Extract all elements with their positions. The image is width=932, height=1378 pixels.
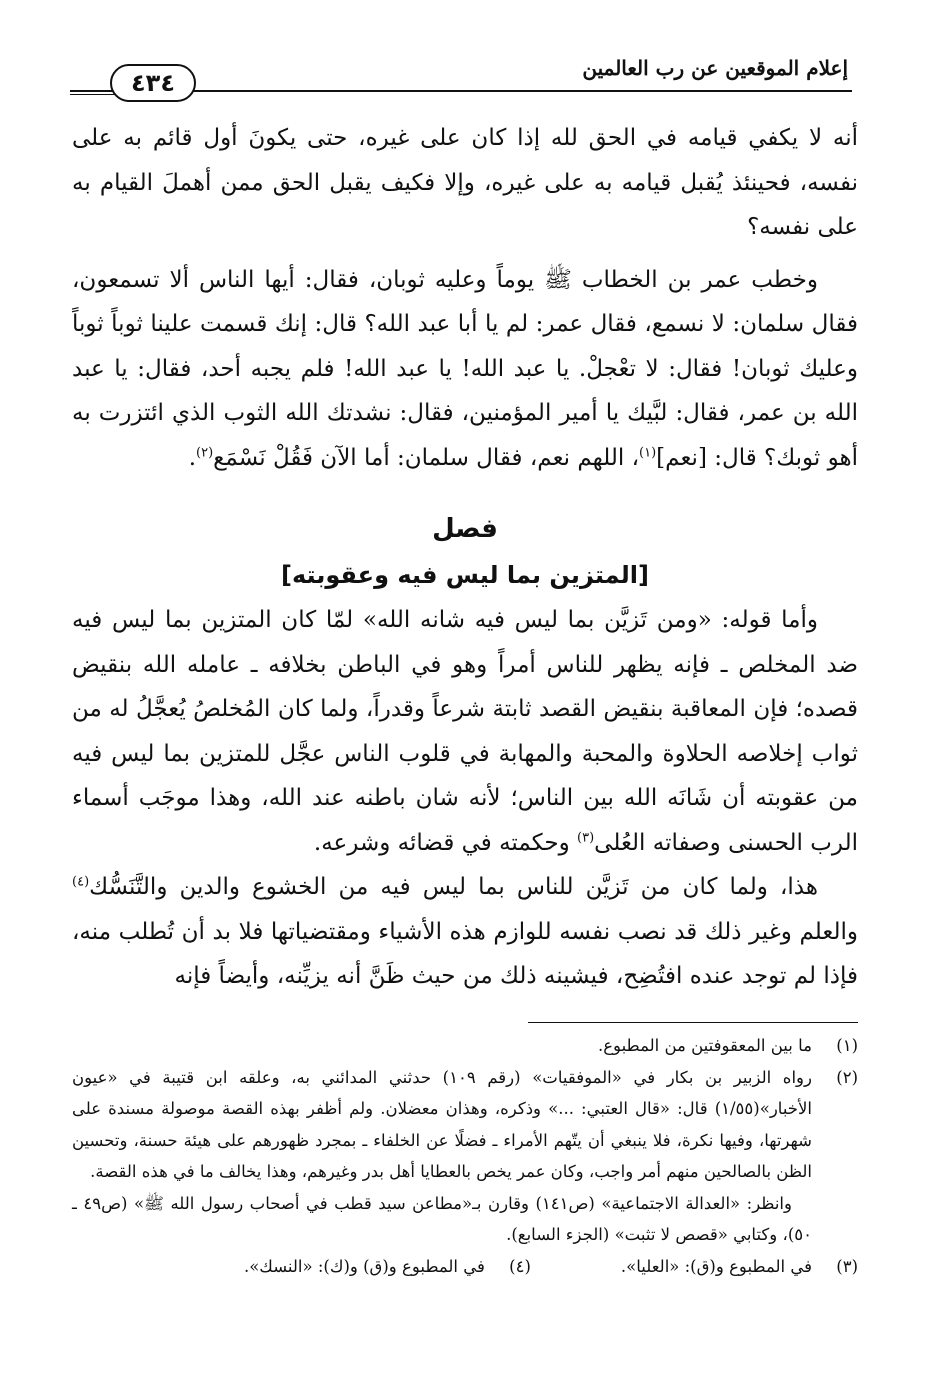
footnote-ref-3: (٣) (577, 829, 595, 845)
footnote-ref-4: (٤) (72, 874, 90, 890)
running-title: إعلام الموقعين عن رب العالمين (582, 56, 848, 80)
page-header (70, 50, 852, 100)
paragraph-3-text: وأما قوله: «ومن تَزيَّن بما ليس فيه شانه الله» لمّا كان المتزين بما ليس فيه ضد المخلص ـ فإنه يظهر للناس أمراً وهو في الباطن بخلافه ـ عامله الله بنقيض قصده؛ فإن المعاقبة بنقيض القصد ثابتة شرعاً وقدراً، ولما كان المُخلصُ يُعجَّلُ له من ثواب إخلاصه الحلاوة والمحبة والمهابة في قلوب الناس عجَّل للمتزين بما ليس فيه من عقوبته أن شَانَه الله بين الناس؛ لأنه شان باطنه عند الله، وهذا موجَب أسماء الرب الحسنى وصفاته العُلى (72, 607, 858, 856)
section-title: فصل (432, 514, 498, 544)
footnote-text: في المطبوع و(ق): «العليا». (620, 1256, 812, 1276)
paragraph-1: أنه لا يكفي قيامه في الحق لله إذا كان على غيره، حتى يكونَ أول قائم به على نفسه، فحينئذ يُقبل قيامه به على غيره، وإلا فكيف يقبل الحق ممن أهملَ القيام به على نفسه؟ (72, 125, 858, 240)
paragraph-3-end: وحكمته في قضائه وشرعه. (313, 829, 578, 856)
footnote-3 (621, 1251, 858, 1283)
paragraph-2-text: وخطب عمر بن الخطاب ﷺ يوماً وعليه ثوبان، فقال: أيها الناس ألا تسمعون، فقال سلمان: لا نسمع، فقال عمر: لم يا أبا عبد الله؟ قال: إنك قسمت علينا ثوباً ثوباً وعليك ثوبان! فقال: لا تعْجلْ. يا عبد الله! يا عبد الله! فلم يجبه أحد، فقال: يا عبد الله بن عمر، فقال: لبَّيك يا أمير المؤمنين، فقال: نشدتك الله الثوب الذي ائتزرت به أهو ثوبك؟ قال: [نعم] (72, 266, 858, 471)
paragraph-3 (72, 598, 858, 865)
footnote-1 (72, 1030, 858, 1062)
footnote-text-continued: وانظر: «العدالة الاجتماعية» (ص١٤١) وقارن بـ«مطاعن سيد قطب في أصحاب رسول الله ﷺ» (ص٤٩ ـ ٥٠)، وكتابي «قصص لا تثبت» (الجزء السابع). (72, 1193, 812, 1244)
footnote-number: (٢) (836, 1067, 858, 1087)
footnote-ref-2: (٢) (196, 444, 214, 460)
footnote-number: (٤) (509, 1256, 531, 1276)
main-text (72, 116, 858, 999)
footnote-number: (١) (836, 1036, 858, 1055)
footnotes (72, 1030, 858, 1282)
footnote-text: رواه الزبير بن بكار في «الموفقيات» (رقم ١٠٩) حدثني المدائني به، وعلقه ابن قتيبة في «عيون الأخبار»(١/٥٥) قال: «قال العتبي: ...» وذكره، وهذان معضلان. ولم أظفر بهذه القصة موصولة مسندة على شهرتها، وفيها نكرة، فلا ينبغي أن يتّهم الأمراء ـ فضلًا عن الخلفاء ـ بمجرد ظهورهم على هيئة حسنة، وتحسين الظن بالصالحين منهم أمر واجب، وكان عمر يخص بالعطايا أهل بدر وغيرهم، وهذا يخالف ما في هذه القصة. (72, 1067, 812, 1181)
footnote-rule (528, 1022, 858, 1023)
paragraph-2-mid: ، اللهم نعم، فقال سلمان: أما الآن فَقُلْ نَسْمَع (213, 444, 640, 471)
footnote-text: في المطبوع و(ق) و(ك): «النسك». (243, 1256, 485, 1276)
page-number: ٤٣٤ (110, 64, 196, 102)
paragraph-2 (72, 258, 858, 481)
paragraph-4-end: والعلم وغير ذلك قد نصب نفسه للوازم هذه الأشياء ومقتضياتها فلا بد أن تُطلب منه، فإذا لم توجد عنده افتُضِح، فيشينه ذلك من حيث ظَنَّ أنه يزيِّنه، وأيضاً فإنه (72, 918, 858, 989)
footnotes-3-4 (72, 1251, 858, 1283)
section-subtitle: [المتزين بما ليس فيه وعقوبته] (281, 561, 649, 589)
footnote-text: ما بين المعقوفتين من المطبوع. (597, 1036, 812, 1055)
footnote-ref-1: (١) (639, 444, 657, 460)
paragraph-4-text: هذا، ولما كان من تَزيَّن للناس بما ليس فيه من الخشوع والدين والتَّنَسُّك (89, 874, 818, 900)
footnote-4 (244, 1251, 531, 1283)
footnote-number: (٣) (836, 1256, 858, 1276)
paragraph-4 (72, 865, 858, 999)
paragraph-2-end: . (188, 444, 197, 471)
footnote-2 (72, 1062, 858, 1251)
